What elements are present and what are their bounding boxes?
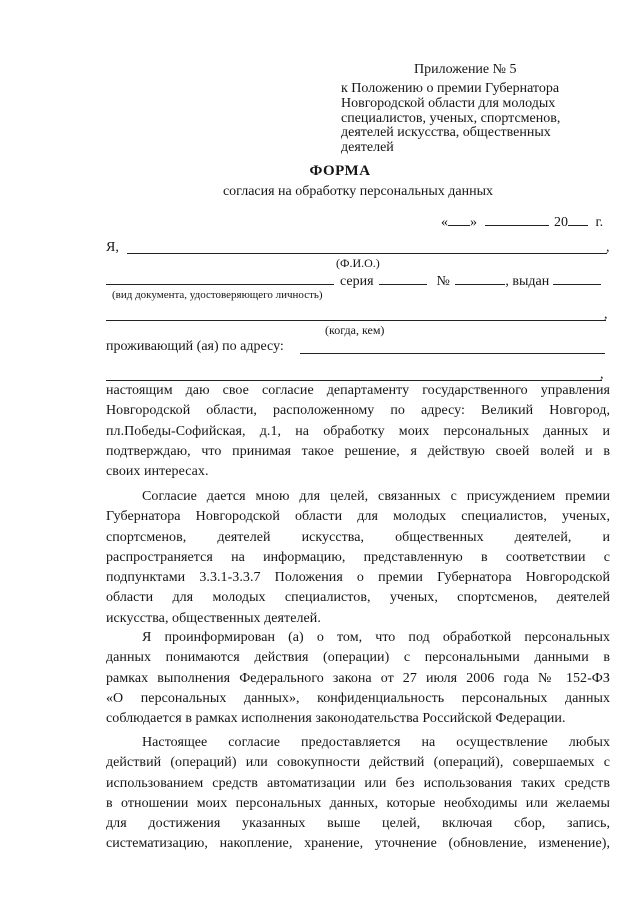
form-title: ФОРМА	[309, 163, 371, 179]
purpose-paragraph	[106, 487, 610, 629]
paragraph-line: в отношении моих персональных данных, которые необходимы или желаемы	[106, 795, 610, 811]
issued-by-field[interactable]	[106, 320, 606, 321]
issued-field[interactable]	[553, 272, 601, 285]
annex-line: Новгородской области для молодых	[341, 95, 556, 111]
number-label: №	[436, 274, 450, 289]
date-year-prefix: 20	[554, 215, 568, 230]
fio-comma: ,	[606, 240, 610, 255]
i-label: Я,	[106, 240, 119, 255]
paragraph-line: данных понимаются действия (операции) с персональными данными в	[106, 650, 610, 666]
series-field[interactable]	[379, 272, 427, 285]
paragraph-line: спортсменов, деятелей искусства, общественных деятелей, и	[106, 529, 610, 545]
consent-paragraph	[106, 381, 610, 482]
fio-field[interactable]	[127, 253, 607, 254]
when-caption: (когда, кем)	[325, 323, 385, 337]
address-comma: ,	[600, 367, 604, 382]
document-type-field[interactable]	[106, 284, 334, 285]
paragraph-line: настоящим даю свое согласие департаменту государственного управления	[106, 383, 610, 398]
paragraph-line: действий (операций) или совокупности действий (операций), совершаемых с	[106, 755, 610, 771]
paragraph-line: Губернатора Новгородской области для молодых специалистов, ученых,	[106, 509, 610, 525]
address-label: проживающий (ая) по адресу:	[106, 339, 284, 354]
annex-line: деятелей	[341, 140, 394, 156]
paragraph-line: подтверждаю, что принимая такое решение, я действую своей волей и в	[106, 443, 610, 459]
information-paragraph	[106, 628, 610, 729]
paragraph-line: искусства, общественных деятелей.	[106, 610, 321, 626]
paragraph-line: «О персональных данных», конфиденциальность персональных данных	[106, 690, 610, 706]
paragraph-line: рамках выполнения Федерального закона от 27 июля 2006 года № 152-ФЗ	[106, 670, 610, 686]
paragraph-line: Новгородской области, расположенному по адресу: Великий Новгород,	[106, 403, 610, 419]
date-year-field[interactable]	[568, 213, 588, 226]
paragraph-line: распространяется на информацию, представленную в соответствии с	[106, 549, 610, 565]
date-day-field[interactable]	[448, 213, 470, 226]
issued-by-comma: ,	[604, 307, 608, 322]
issued-label: , выдан	[505, 274, 550, 289]
annex-line: специалистов, ученых, спортсменов,	[341, 110, 561, 126]
date-quote-close: »	[470, 215, 477, 230]
date-month-field[interactable]	[485, 213, 549, 226]
paragraph-line: пл.Победы-Софийская, д.1, на обработку моих персональных данных и	[106, 423, 610, 439]
paragraph-line: Я проинформирован (а) о том, что под обработкой персональных	[142, 630, 610, 645]
date-line	[441, 213, 603, 231]
document-caption: (вид документа, удостоверяющего личность)	[112, 289, 323, 301]
form-subtitle: согласия на обработку персональных данных	[222, 184, 494, 199]
number-field[interactable]	[455, 272, 505, 285]
annex-title: Приложение № 5	[414, 62, 517, 77]
paragraph-line: систематизацию, накопление, хранение, уточнение (обновление, изменение),	[106, 836, 610, 852]
date-year-suffix: г.	[595, 215, 604, 230]
annex-line: деятелей искусства, общественных	[341, 125, 551, 141]
paragraph-line: использованием средств автоматизации или без использования таких средств	[106, 775, 610, 791]
fio-caption: (Ф.И.О.)	[336, 256, 380, 270]
scope-paragraph	[106, 733, 610, 855]
date-quote-open: «	[441, 215, 448, 230]
paragraph-line: подпунктами 3.3.1-3.3.7 Положения о премии Губернатора Новгородской	[106, 570, 610, 586]
paragraph-line: Согласие дается мною для целей, связанных с присуждением премии	[142, 489, 610, 504]
paragraph-line: области для молодых специалистов, ученых, спортсменов, деятелей	[106, 590, 610, 606]
paragraph-line: своих интересах.	[106, 464, 209, 480]
paragraph-line: для достижения указанных выше целей, включая сбор, запись,	[106, 816, 610, 832]
series-label: серия	[340, 274, 374, 289]
document-line	[340, 272, 601, 290]
paragraph-line: соблюдается в рамках исполнения законодательства Российской Федерации.	[106, 711, 566, 727]
paragraph-line: Настоящее согласие предоставляется на осуществление любых	[142, 735, 610, 750]
annex-reference	[341, 82, 611, 156]
address-field[interactable]	[300, 353, 605, 354]
annex-line: к Положению о премии Губернатора	[341, 81, 560, 96]
